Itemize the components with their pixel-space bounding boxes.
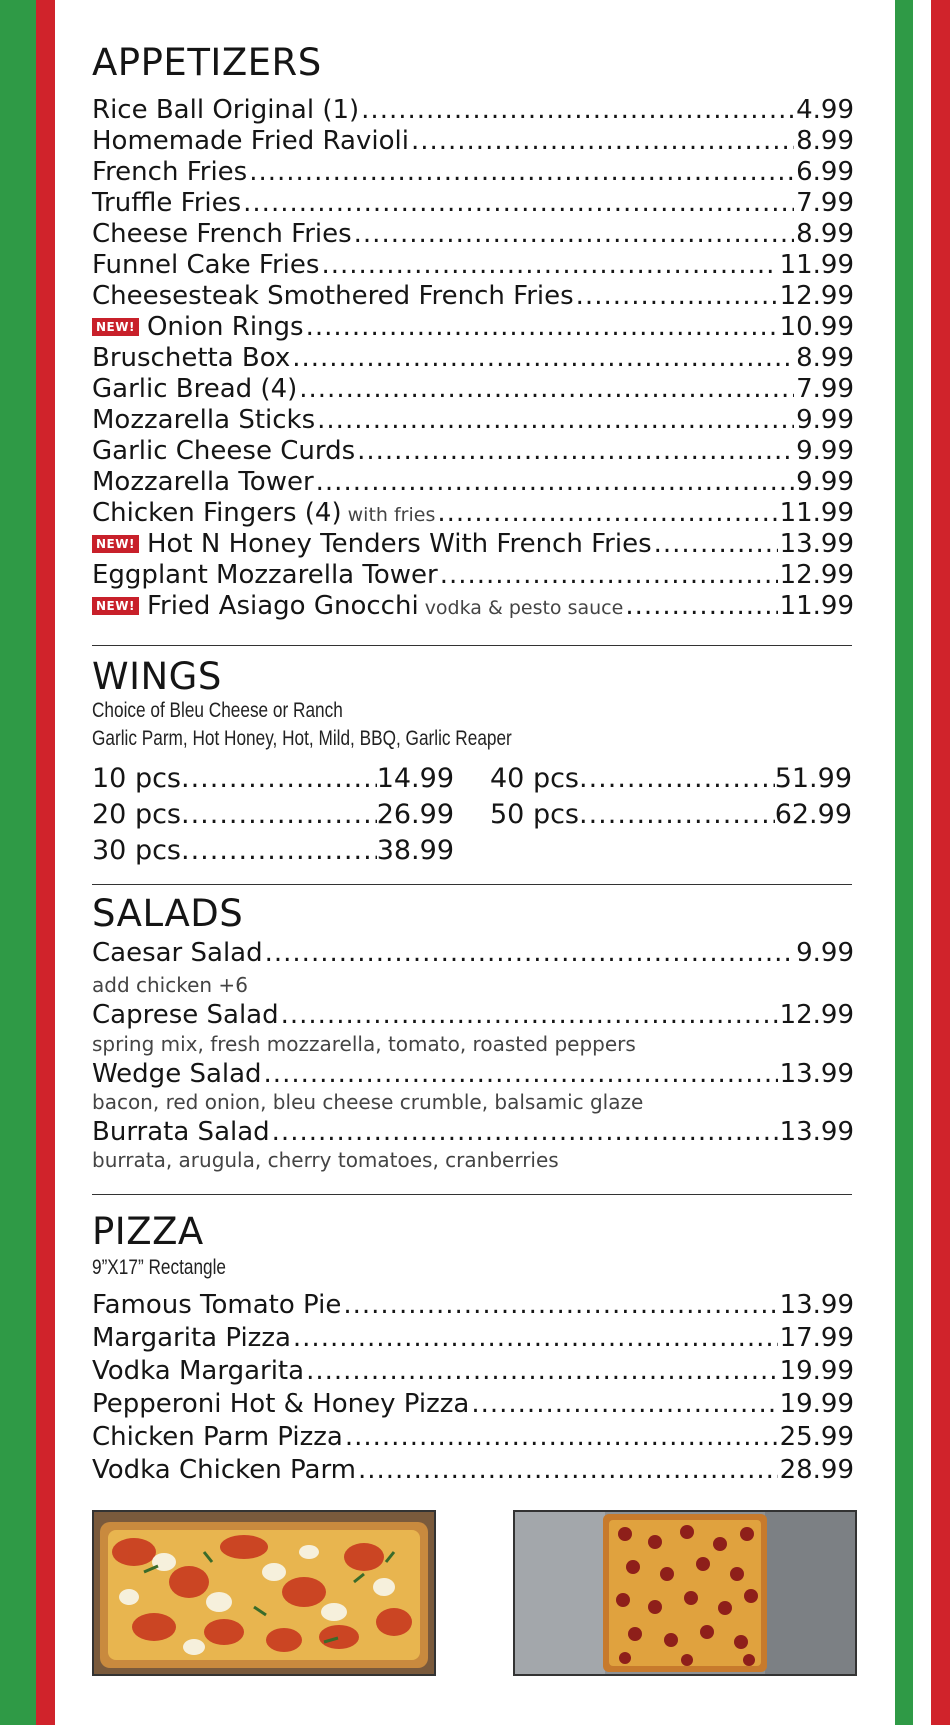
item-name: Garlic Cheese Curds <box>92 436 356 466</box>
tomato-pie-photo <box>92 1510 436 1676</box>
item-name: Mozzarella Tower <box>92 467 314 497</box>
menu-item <box>92 1119 854 1145</box>
item-price: 13.99 <box>779 1059 854 1089</box>
wings-flavors: Garlic Parm, Hot Honey, Hot, Mild, BBQ, Garlic Reaper <box>92 727 512 750</box>
menu-item <box>92 593 854 619</box>
pizza-heading: PIZZA <box>92 1210 204 1253</box>
wings-heading: WINGS <box>92 655 222 698</box>
item-price: 19.99 <box>779 1389 854 1419</box>
menu-item <box>92 1358 854 1384</box>
right-green-stripe <box>895 0 913 1725</box>
item-name: Eggplant Mozzarella Tower <box>92 560 438 590</box>
item-name: Funnel Cake Fries <box>92 250 320 280</box>
item-name: Homemade Fried Ravioli <box>92 126 409 156</box>
menu-item <box>92 438 854 464</box>
item-name: Garlic Bread (4) <box>92 374 298 404</box>
item-description: bacon, red onion, bleu cheese crumble, balsamic glaze <box>92 1090 644 1114</box>
item-name: French Fries <box>92 157 248 187</box>
wing-item <box>490 801 852 828</box>
item-price: 11.99 <box>779 498 854 528</box>
new-badge: NEW! <box>92 535 139 553</box>
item-price: 14.99 <box>376 763 454 794</box>
menu-item <box>92 190 854 216</box>
menu-item <box>92 500 854 526</box>
item-description: vodka & pesto sauce <box>424 597 624 619</box>
item-price: 26.99 <box>376 799 454 830</box>
new-badge: NEW! <box>92 597 139 615</box>
section-divider <box>92 884 852 885</box>
left-red-stripe <box>36 0 55 1725</box>
menu-item <box>92 562 854 588</box>
menu-item <box>92 940 854 966</box>
menu-item <box>92 1325 854 1351</box>
item-name: Bruschetta Box <box>92 343 291 373</box>
menu-item <box>92 531 854 557</box>
new-badge: NEW! <box>92 318 139 336</box>
item-name: Vodka Chicken Parm <box>92 1455 356 1485</box>
item-price: 8.99 <box>796 343 854 373</box>
item-price: 13.99 <box>779 1290 854 1320</box>
item-price: 11.99 <box>779 250 854 280</box>
menu-item <box>92 128 854 154</box>
menu-item <box>92 1061 854 1087</box>
menu-item <box>92 221 854 247</box>
menu-item <box>92 469 854 495</box>
item-name: Chicken Fingers (4) <box>92 498 342 528</box>
item-name: Vodka Margarita <box>92 1356 305 1386</box>
item-name: Wedge Salad <box>92 1059 262 1089</box>
item-description: burrata, arugula, cherry tomatoes, cranberries <box>92 1148 559 1172</box>
menu-item <box>92 1391 854 1417</box>
item-name: Rice Ball Original (1) <box>92 95 360 125</box>
item-price: 62.99 <box>774 799 852 830</box>
item-price: 7.99 <box>796 374 854 404</box>
item-price: 19.99 <box>779 1356 854 1386</box>
menu-item <box>92 1457 854 1483</box>
item-price: 9.99 <box>796 405 854 435</box>
appetizers-heading: APPETIZERS <box>92 41 322 84</box>
item-name: Margarita Pizza <box>92 1323 291 1353</box>
wing-item <box>92 765 454 792</box>
menu-item <box>92 1002 854 1028</box>
item-price: 9.99 <box>796 938 854 968</box>
right-white-stripe <box>913 0 931 1725</box>
item-name: Caprese Salad <box>92 1000 279 1030</box>
item-name: 30 pcs <box>92 835 181 866</box>
menu-item <box>92 1424 854 1450</box>
item-name: Burrata Salad <box>92 1117 270 1147</box>
menu-item <box>92 407 854 433</box>
item-name: Caesar Salad <box>92 938 263 968</box>
item-price: 13.99 <box>779 1117 854 1147</box>
menu-item <box>92 376 854 402</box>
pepperoni-pizza-photo <box>513 1510 857 1676</box>
item-name: 40 pcs <box>490 763 579 794</box>
item-price: 9.99 <box>796 467 854 497</box>
menu-item <box>92 345 854 371</box>
item-price: 6.99 <box>796 157 854 187</box>
item-name: Onion Rings <box>146 312 304 342</box>
item-name: 20 pcs <box>92 799 181 830</box>
item-price: 12.99 <box>779 1000 854 1030</box>
item-price: 11.99 <box>779 591 854 621</box>
item-price: 25.99 <box>779 1422 854 1452</box>
section-divider <box>92 1194 852 1195</box>
wings-subtitle: Choice of Bleu Cheese or Ranch <box>92 699 343 722</box>
left-green-stripe <box>0 0 36 1725</box>
item-name: Chicken Parm Pizza <box>92 1422 343 1452</box>
item-name: Fried Asiago Gnocchi <box>146 591 419 621</box>
item-price: 8.99 <box>796 126 854 156</box>
item-name: Cheese French Fries <box>92 219 352 249</box>
item-name: Cheesesteak Smothered French Fries <box>92 281 574 311</box>
wing-item <box>490 765 852 792</box>
item-description: spring mix, fresh mozzarella, tomato, roasted peppers <box>92 1032 636 1056</box>
item-name: Famous Tomato Pie <box>92 1290 342 1320</box>
menu-item <box>92 283 854 309</box>
item-name: Truffle Fries <box>92 188 242 218</box>
item-price: 12.99 <box>779 281 854 311</box>
item-price: 10.99 <box>779 312 854 342</box>
item-name: Pepperoni Hot & Honey Pizza <box>92 1389 470 1419</box>
right-red-stripe <box>931 0 950 1725</box>
item-price: 51.99 <box>774 763 852 794</box>
item-price: 7.99 <box>796 188 854 218</box>
section-divider <box>92 645 852 646</box>
pizza-size: 9”X17” Rectangle <box>92 1256 227 1279</box>
item-name: 10 pcs <box>92 763 181 794</box>
item-price: 9.99 <box>796 436 854 466</box>
salads-heading: SALADS <box>92 892 244 935</box>
item-price: 28.99 <box>779 1455 854 1485</box>
item-price: 17.99 <box>779 1323 854 1353</box>
item-description: with fries <box>347 504 436 526</box>
wing-item <box>92 837 454 864</box>
menu-item <box>92 159 854 185</box>
item-price: 38.99 <box>376 835 454 866</box>
item-name: 50 pcs <box>490 799 579 830</box>
item-price: 13.99 <box>779 529 854 559</box>
menu-item <box>92 97 854 123</box>
item-name: Mozzarella Sticks <box>92 405 316 435</box>
item-name: Hot N Honey Tenders With French Fries <box>146 529 652 559</box>
menu-item <box>92 1292 854 1318</box>
item-price: 12.99 <box>779 560 854 590</box>
menu-item <box>92 314 854 340</box>
item-price: 8.99 <box>796 219 854 249</box>
item-description: add chicken +6 <box>92 973 248 997</box>
wing-item <box>92 801 454 828</box>
item-price: 4.99 <box>796 95 854 125</box>
menu-item <box>92 252 854 278</box>
